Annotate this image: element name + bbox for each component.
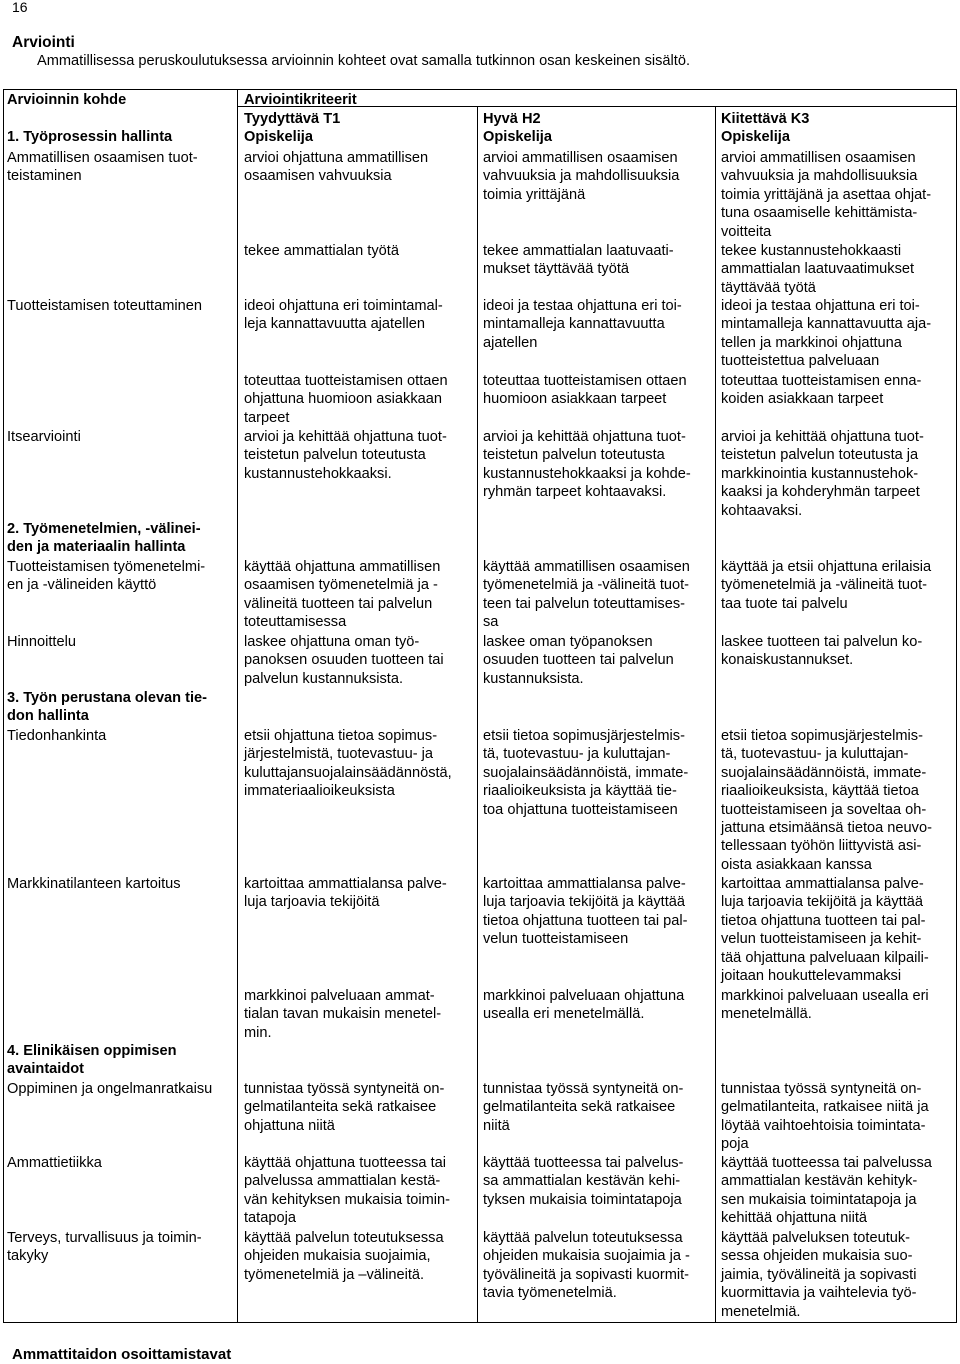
criteria-t1: ideoi ohjattuna eri toimintamal- leja kannattavuutta ajatellen: [244, 298, 443, 333]
criteria-t1: käyttää ohjattuna tuotteessa tai palvelussa ammattialan kestä- vän kehityksen mukaisia toimin- tatapoja: [244, 1155, 451, 1227]
column-divider: [715, 107, 716, 1322]
col2-header: Arviointikriteerit: [244, 92, 357, 108]
criteria-t1: etsii ohjattuna tietoa sopimus- järjestelmistä, tuotevastuu- ja kuluttajansuojalainsäädännöstä, immateriaalioikeuksista: [244, 728, 452, 800]
target-cell: Itsearviointi: [7, 429, 81, 445]
target-cell: Markkinatilanteen kartoitus: [7, 876, 181, 892]
criteria-h2: tunnistaa työssä syntyneitä on- gelmatilanteita sekä ratkaisee niitä: [483, 1081, 684, 1134]
level-h2-name: Hyvä H2: [483, 111, 541, 127]
target-cell: Tiedonhankinta: [7, 728, 107, 744]
criteria-k3: arvioi ammatillisen osaamisen vahvuuksia ja mahdollisuuksia toimia yrittäjänä ja asettaa ohjat- tuna osaamiselle kehittämista- voitteita: [721, 150, 932, 240]
criteria-k3: käyttää palveluksen toteutuk- sessa ohjeiden mukaisia suo- jaimia, työvälineitä ja sopivasti kuormittavia ja vaihtelevia työ- menetelmiä.: [721, 1230, 917, 1320]
criteria-h2: käyttää palvelun toteutuksessa ohjeiden mukaisia suojaimia ja - työvälineitä ja sopivasti kuormit- tavia työmenetelmiä.: [483, 1230, 690, 1302]
criteria-h2: arvioi ammatillisen osaamisen vahvuuksia ja mahdollisuuksia toimia yrittäjänä: [483, 150, 680, 203]
target-cell: Oppiminen ja ongelmanratkaisu: [7, 1081, 213, 1097]
criteria-t1: arvioi ja kehittää ohjattuna tuot- teistetun palvelun toteutusta kustannustehokkaaksi.: [244, 429, 447, 482]
level-t1-sub: Opiskelija: [244, 129, 313, 145]
column-divider: [237, 90, 238, 1322]
criteria-k3: arvioi ja kehittää ohjattuna tuot- teistetun palvelun toteutusta ja markkinointia kustannustehok- kaaksi ja kohderyhmän tarpeet kohtaavaksi.: [721, 429, 924, 519]
section-title-2: 2. Työmenetelmien, -välinei- den ja materiaalin hallinta: [7, 521, 201, 556]
criteria-h2: tekee ammattialan laatuvaati- mukset täyttävää työtä: [483, 243, 674, 278]
criteria-t1: tekee ammattialan työtä: [244, 243, 399, 259]
criteria-t1: kartoittaa ammattialansa palve- luja tarjoavia tekijöitä: [244, 876, 447, 911]
criteria-t1: laskee ohjattuna oman työ- panoksen osuuden tuotteen tai palvelun kustannuksista.: [244, 634, 444, 687]
column-divider: [477, 107, 478, 1322]
criteria-t1: markkinoi palveluaan ammat- tialan tavan mukaisin menetel- min.: [244, 988, 442, 1041]
section-title: Arviointi: [12, 34, 75, 51]
col1-header: Arvioinnin kohde: [7, 92, 127, 108]
criteria-t1: tunnistaa työssä syntyneitä on- gelmatilanteita sekä ratkaisee ohjattuna niitä: [244, 1081, 445, 1134]
criteria-k3: ideoi ja testaa ohjattuna eri toi- mintamalleja kannattavuutta aja- tellen ja markkinoi ohjattuna tuotteistettua palveluaan: [721, 298, 932, 370]
criteria-k3: käyttää tuotteessa tai palvelussa ammattialan kestävän kehityk- sen mukaisia toimintatapoja ja kehittää ohjattuna niitä: [721, 1155, 932, 1227]
section-title-3: 3. Työn perustana olevan tie- don hallinta: [7, 690, 208, 725]
footer-heading: Ammattitaidon osoittamistavat: [12, 1346, 232, 1363]
criteria-h2: laskee oman työpanoksen osuuden tuotteen tai palvelun kustannuksista.: [483, 634, 674, 687]
section-title-4: 4. Elinikäisen oppimisen avaintaidot: [7, 1043, 177, 1078]
target-cell: Tuotteistamisen työmenetelmi- en ja -välineiden käyttö: [7, 559, 206, 594]
criteria-k3: tekee kustannustehokkaasti ammattialan laatuvaatimukset täyttävää työtä: [721, 243, 915, 296]
target-cell: Hinnoittelu: [7, 634, 76, 650]
target-cell: Ammatillisen osaamisen tuot- teistaminen: [7, 150, 198, 185]
criteria-h2: käyttää tuotteessa tai palvelus- sa ammattialan kestävän kehi- tyksen mukaisia toimintatapoja: [483, 1155, 684, 1208]
criteria-h2: kartoittaa ammattialansa palve- luja tarjoavia tekijöitä ja käyttää tietoa ohjattuna tuotteen tai pal- velun tuotteistamiseen: [483, 876, 688, 948]
criteria-k3: tunnistaa työssä syntyneitä on- gelmatilanteita, ratkaisee niitä ja löytää vaihtoehtoisia toimintata- poja: [721, 1081, 929, 1153]
criteria-h2: ideoi ja testaa ohjattuna eri toi- mintamalleja kannattavuutta ajatellen: [483, 298, 682, 351]
page-number: 16: [12, 0, 28, 15]
criteria-h2: etsii tietoa sopimusjärjestelmis- tä, tuotevastuu- ja kuluttajan- suojalainsäädännöistä, immate- riaalioikeuksista ja käyttää tie- toa ohjattuna tuotteistamiseen: [483, 728, 689, 818]
criteria-t1: toteuttaa tuotteistamisen ottaen ohjattuna huomioon asiakkaan tarpeet: [244, 373, 448, 426]
target-cell: Terveys, turvallisuus ja toimin- takyky: [7, 1230, 202, 1265]
section-title-1: 1. Työprosessin hallinta: [7, 129, 173, 145]
criteria-h2: markkinoi palveluaan ohjattuna usealla eri menetelmällä.: [483, 988, 685, 1023]
criteria-k3: toteuttaa tuotteistamisen enna- koiden asiakkaan tarpeet: [721, 373, 922, 408]
criteria-k3: kartoittaa ammattialansa palve- luja tarjoavia tekijöitä ja käyttää tietoa ohjattuna tuotteen tai pal- velun tuotteistamiseen ja kehit- tää ohjattuna palveluaan kilpaili- joitaan houkuttelevammaksi: [721, 876, 929, 985]
criteria-k3: käyttää ja etsii ohjattuna erilaisia työmenetelmiä ja -välineitä tuot- taa tuote tai palvelu: [721, 559, 932, 612]
level-h2-sub: Opiskelija: [483, 129, 552, 145]
target-cell: Tuotteistamisen toteuttaminen: [7, 298, 202, 314]
level-t1-name: Tyydyttävä T1: [244, 111, 341, 127]
criteria-t1: arvioi ohjattuna ammatillisen osaamisen vahvuuksia: [244, 150, 429, 185]
section-intro: Ammatillisessa peruskoulutuksessa arvioinnin kohteet ovat samalla tutkinnon osan keskeinen sisältö.: [37, 53, 691, 69]
criteria-h2: arvioi ja kehittää ohjattuna tuot- teistetun palvelun toteutusta kustannustehokkaaksi ja kohde- ryhmän tarpeet kohtaavaksi.: [483, 429, 691, 501]
criteria-t1: käyttää palvelun toteutuksessa ohjeiden mukaisia suojaimia, työmenetelmiä ja –välineitä.: [244, 1230, 444, 1283]
criteria-k3: markkinoi palveluaan usealla eri menetelmällä.: [721, 988, 929, 1023]
level-k3-name: Kiitettävä K3: [721, 111, 810, 127]
criteria-h2: käyttää ammatillisen osaamisen työmenetelmiä ja -välineitä tuot- teen tai palvelun toteuttamises- sa: [483, 559, 690, 631]
criteria-t1: käyttää ohjattuna ammatillisen osaamisen työmenetelmiä ja - välineitä tuotteen tai palvelun toteuttamisessa: [244, 559, 441, 631]
criteria-k3: etsii tietoa sopimusjärjestelmis- tä, tuotevastuu- ja kuluttajan- suojalainsäädännöistä, immate- riaalioikeuksista, käyttää tietoa tuotteistamiseen ja soveltaa oh- jattuna etsimäänsä tietoa neuvo- tellessaan työhön liittyvistä asi- oista asiakkaan kanssa: [721, 728, 932, 873]
target-cell: Ammattietiikka: [7, 1155, 102, 1171]
level-k3-sub: Opiskelija: [721, 129, 790, 145]
criteria-h2: toteuttaa tuotteistamisen ottaen huomioon asiakkaan tarpeet: [483, 373, 687, 408]
criteria-k3: laskee tuotteen tai palvelun ko- konaiskustannukset.: [721, 634, 923, 669]
